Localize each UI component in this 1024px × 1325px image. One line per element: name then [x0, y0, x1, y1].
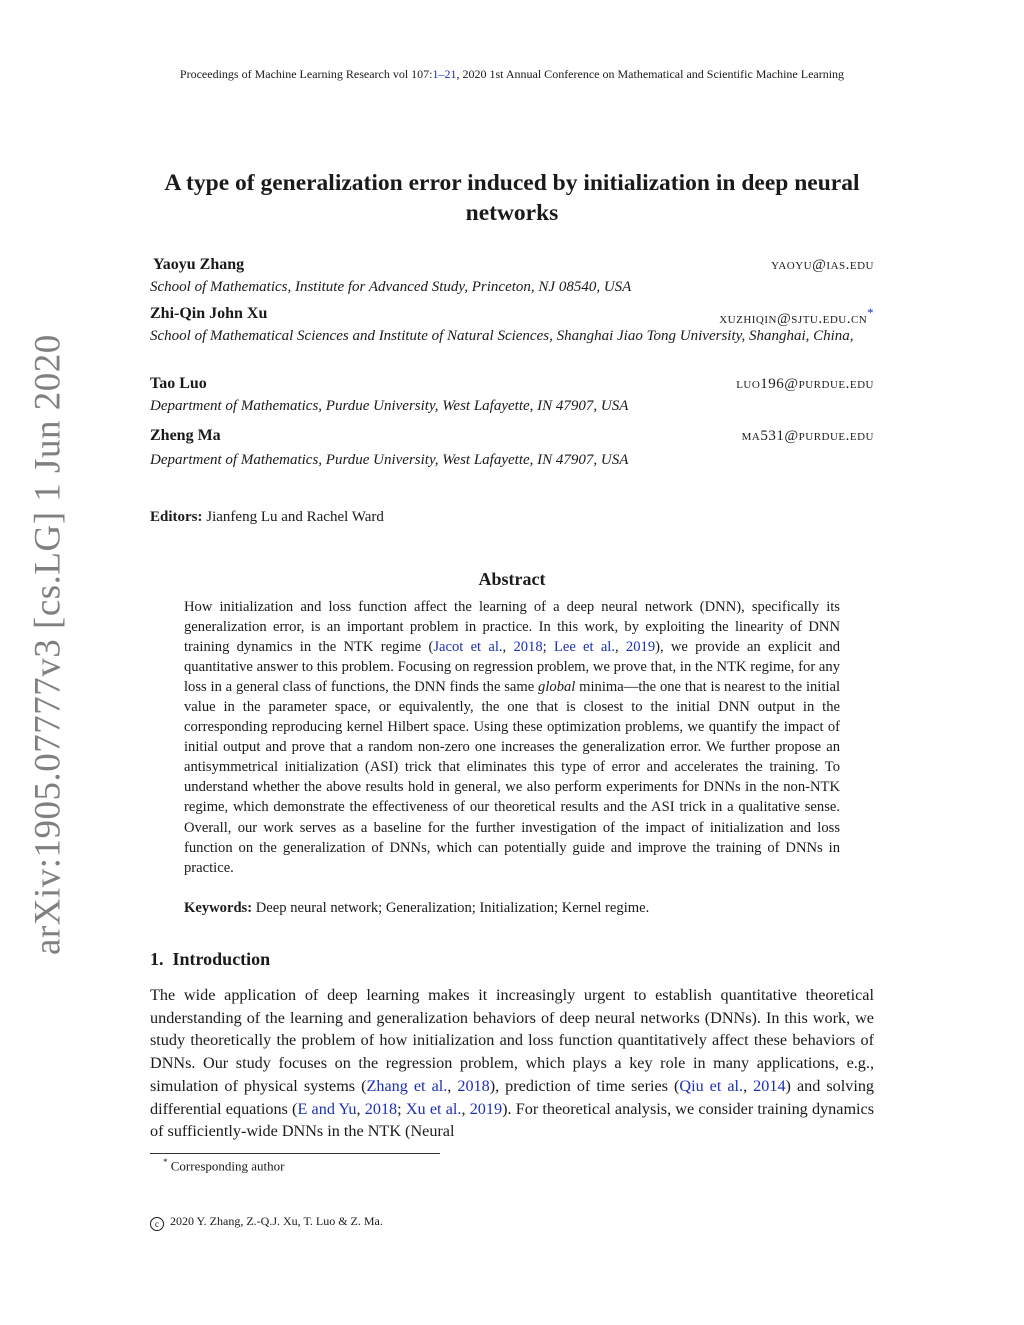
footnote-mark: * — [163, 1157, 168, 1167]
separator: , — [356, 1099, 365, 1118]
author-name: Zhi-Qin John Xu — [150, 305, 268, 322]
editors-line — [150, 509, 384, 526]
author-affiliation: School of Mathematical Sciences and Institute of Natural Sciences, Shanghai Jiao Tong University, Shanghai, China, — [150, 328, 854, 344]
citation-year-link[interactable]: 2019 — [469, 1099, 503, 1118]
intro-paragraph — [150, 984, 874, 1143]
author-name: Yaoyu Zhang — [153, 256, 245, 273]
intro-text: ) and solving differential equations ( — [150, 1076, 875, 1118]
section-title: Introduction — [172, 949, 271, 969]
separator: , — [615, 639, 626, 656]
separator: ; — [397, 1099, 406, 1118]
separator: , — [461, 1099, 470, 1118]
abstract-text: How initialization and loss function affect the learning of a deep neural network (DNN), specifically its generalization error, is an important problem in practice. In this work, by exploiting the linearity of DNN training dynamics in the NTK regime ( — [184, 599, 840, 656]
citation-year-link[interactable]: 2018 — [513, 639, 543, 656]
citation-year-link[interactable]: 2018 — [457, 1076, 490, 1095]
footnote — [163, 1157, 284, 1174]
author-name: Zheng Ma — [150, 427, 221, 444]
copyright-icon: c — [150, 1217, 164, 1231]
author-email[interactable]: luo196@purdue.edu — [736, 376, 874, 392]
keywords-line — [184, 900, 649, 917]
author-affiliation: Department of Mathematics, Purdue University, West Lafayette, IN 47907, USA — [150, 452, 629, 468]
author-email[interactable]: ma531@purdue.edu — [741, 428, 874, 444]
author-email-wrapper — [719, 306, 874, 328]
section-heading — [150, 949, 270, 970]
separator: , — [743, 1076, 754, 1095]
abstract-text: minima—the one that is nearest to the initial value in the parameter space, or equivalently, the one that is closest to the initial DNN output in the corresponding reproducing kernel Hilbert space. Using these optimization problems, we quantify the impact of initial output and prove that a random non-zero one increases the generalization error. We further propose an antisymmetrical initialization (ASI) trick that eliminates this type of error and accelerates the training. To understand whether the above results hold in general, we also perform experiments for DNNs in the non-NTK regime, which demonstrate the effectiveness of our theoretical results and the ASI trick in a qualitative sense. Overall, our work serves as a baseline for the further investigation of the impact of initialization and loss function on the generalization of DNNs, which can potentially guide and improve the training of DNNs in practice. — [184, 679, 841, 876]
citation-link[interactable]: Qiu et al. — [679, 1076, 744, 1095]
intro-text: The wide application of deep learning makes it increasingly urgent to establish quantitative theoretical understanding of the learning and generalization behaviors of deep neural networks (DNNs). In this work, we study theoretically the problem of how initialization and loss function quantitatively affect these behaviors of DNNs. Our study focuses on the regression problem, which plays a key role in many applications, e.g., simulation of physical systems ( — [150, 986, 874, 1095]
abstract-text: ), we provide an explicit and quantitative answer to this problem. Focusing on regression problem, we prove that, in the NTK regime, for any loss in a general class of functions, the DNN finds the same — [184, 639, 841, 696]
intro-text: ), prediction of time series ( — [489, 1076, 680, 1095]
email-footnote-mark[interactable]: * — [867, 306, 874, 320]
section-number: 1. — [150, 949, 164, 969]
separator: ; — [542, 639, 554, 656]
emphasis-text: global — [538, 679, 576, 696]
header-pages-link[interactable]: 1–21 — [432, 67, 457, 81]
running-header — [0, 67, 1024, 82]
arxiv-stamp: arXiv:1905.07777v3 [cs.LG] 1 Jun 2020 — [27, 334, 69, 956]
author-affiliation: School of Mathematics, Institute for Advanced Study, Princeton, NJ 08540, USA — [150, 279, 632, 295]
citation-link[interactable]: Xu et al. — [405, 1099, 462, 1118]
footnote-text: Corresponding author — [170, 1158, 285, 1174]
author-email[interactable]: xuzhiqin@sjtu.edu.cn — [719, 311, 868, 327]
citation-link[interactable]: E and Yu — [297, 1099, 357, 1118]
separator: , — [502, 639, 514, 656]
copyright-text: 2020 Y. Zhang, Z.-Q.J. Xu, T. Luo & Z. Ma. — [170, 1214, 383, 1228]
header-prefix: Proceedings of Machine Learning Research vol 107: — [179, 67, 433, 81]
header-suffix: , 2020 1st Annual Conference on Mathematical and Scientific Machine Learning — [456, 67, 845, 81]
keywords-label: Keywords: — [184, 900, 253, 916]
separator: , — [447, 1076, 458, 1095]
keywords-text: Deep neural network; Generalization; Initialization; Kernel regime. — [255, 900, 650, 916]
editors-label: Editors: — [150, 509, 203, 525]
citation-link[interactable]: Lee et al. — [553, 639, 616, 656]
intro-text: ). For theoretical analysis, we consider training dynamics of sufficiently-wide DNNs in the NTK (Neural — [150, 1099, 875, 1141]
citation-year-link[interactable]: 2018 — [364, 1099, 398, 1118]
copyright-line — [150, 1214, 383, 1231]
author-email[interactable]: yaoyu@ias.edu — [771, 257, 874, 273]
citation-year-link[interactable]: 2019 — [625, 639, 656, 656]
editors-names: Jianfeng Lu and Rachel Ward — [206, 509, 384, 525]
author-name: Tao Luo — [150, 375, 207, 392]
citation-year-link[interactable]: 2014 — [753, 1076, 786, 1095]
citation-link[interactable]: Zhang et al. — [366, 1076, 448, 1095]
abstract-heading: Abstract — [478, 569, 546, 589]
abstract-body — [184, 597, 840, 878]
author-affiliation: Department of Mathematics, Purdue University, West Lafayette, IN 47907, USA — [150, 398, 629, 414]
citation-link[interactable]: Jacot et al. — [433, 639, 503, 656]
paper-title: A type of generalization error induced by initialization in deep neural networks — [164, 170, 860, 226]
footnote-rule — [150, 1153, 440, 1154]
